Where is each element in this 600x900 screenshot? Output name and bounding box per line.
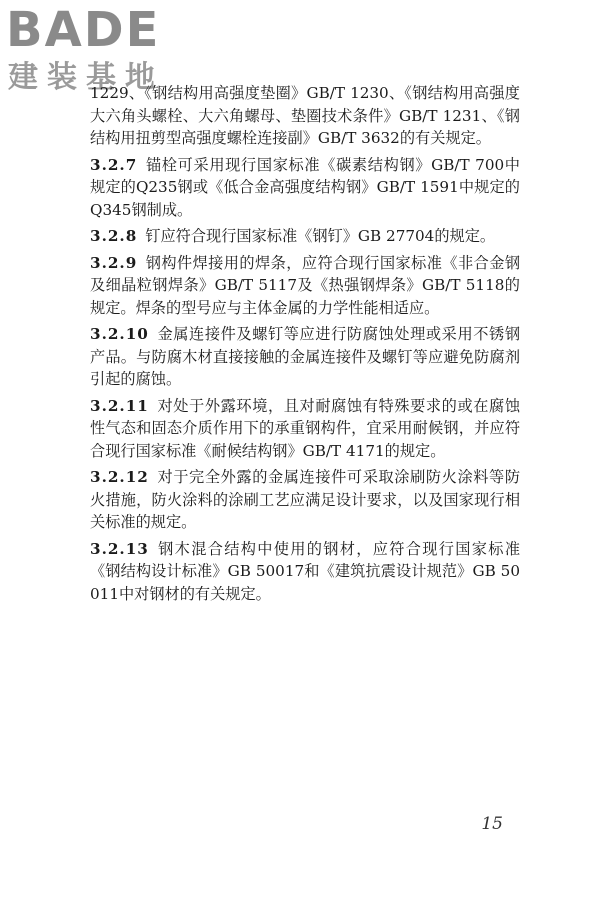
- clause-text: 锚栓可采用现行国家标准《碳素结构钢》GB/T 700中规定的Q235钢或《低合金高强度结构钢》GB/T 1591中规定的Q345钢制成。: [90, 155, 520, 219]
- clause-3-2-10: [90, 323, 520, 391]
- clause-number: 3.2.13: [90, 539, 149, 558]
- watermark-logo-text: BADE: [6, 2, 161, 58]
- paragraph-text: 1229、《钢结构用高强度垫圈》GB/T 1230、《钢结构用高强度大六角头螺栓、大六角螺母、垫圈技术条件》GB/T 1231、《钢结构用扭剪型高强度螺栓连接副》GB/T 3632的有关规定。: [90, 84, 520, 147]
- clause-3-2-12: [90, 466, 520, 534]
- clause-text: 钢木混合结构中使用的钢材，应符合现行国家标准《钢结构设计标准》GB 50017和《建筑抗震设计规范》GB 50011中对钢材的有关规定。: [90, 539, 520, 603]
- clause-text: 钉应符合现行国家标准《钢钉》GB 27704的规定。: [145, 227, 496, 245]
- clause-text: 金属连接件及螺钉等应进行防腐蚀处理或采用不锈钢产品。与防腐木材直接接触的金属连接件及螺钉等应避免防腐剂引起的腐蚀。: [90, 325, 520, 388]
- clause-3-2-11: [90, 395, 520, 463]
- clause-number: 3.2.8: [90, 227, 138, 245]
- clause-3-2-8: [90, 225, 520, 248]
- clause-number: 3.2.11: [90, 396, 149, 415]
- clause-number: 3.2.9: [90, 253, 138, 272]
- clause-3-2-7: [90, 154, 520, 222]
- document-body: [90, 82, 520, 609]
- clause-3-2-9: [90, 252, 520, 320]
- clause-3-2-13: [90, 538, 520, 606]
- clause-number: 3.2.10: [90, 325, 149, 343]
- clause-text: 钢构件焊接用的焊条，应符合现行国家标准《非合金钢及细晶粒钢焊条》GB/T 5117及《热强钢焊条》GB/T 5118的规定。焊条的型号应与主体金属的力学性能相适应。: [90, 253, 520, 317]
- clause-text: 对于完全外露的金属连接件可采取涂刷防火涂料等防火措施，防火涂料的涂刷工艺应满足设计要求，以及国家现行相关标准的规定。: [90, 468, 520, 531]
- clause-number: 3.2.7: [90, 155, 138, 174]
- watermark-subtitle: 建装基地: [8, 60, 164, 95]
- page-number: 15: [481, 814, 503, 834]
- paragraph-continuation: [90, 82, 520, 150]
- clause-number: 3.2.12: [90, 468, 149, 486]
- clause-text: 对处于外露环境，且对耐腐蚀有特殊要求的或在腐蚀性气态和固态介质作用下的承重钢构件，宜采用耐候钢，并应符合现行国家标准《耐候结构钢》GB/T 4171的规定。: [90, 396, 520, 460]
